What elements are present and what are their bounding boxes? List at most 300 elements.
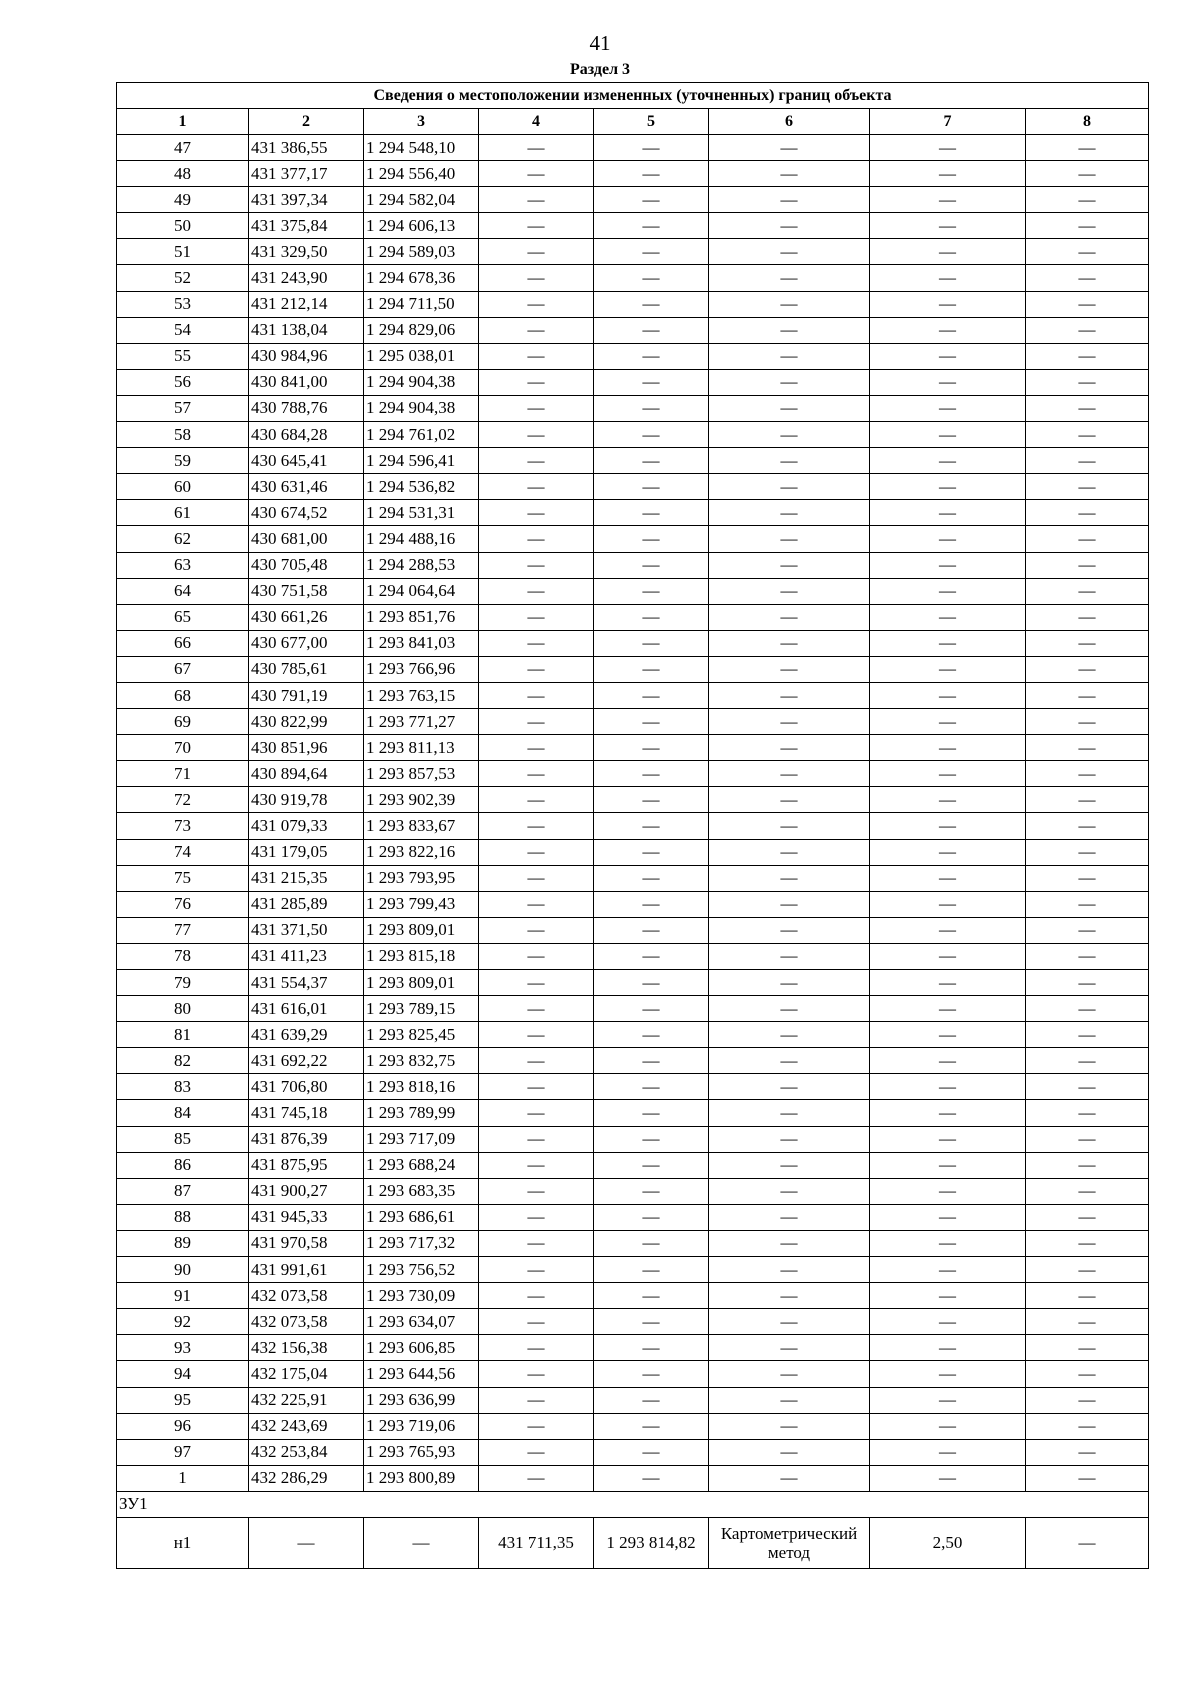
table-cell-col-8: — [1026,1074,1149,1100]
table-cell-col-5: — [594,656,709,682]
table-cell-col-4: — [479,187,594,213]
table-cell-col-8: — [1026,1100,1149,1126]
table-cell-col-8: — [1026,422,1149,448]
table-cell-col-7: — [870,1361,1026,1387]
table-cell-col-2: 430 851,96 [249,735,364,761]
table-cell-col-5: — [594,448,709,474]
table-cell-col-4: — [479,317,594,343]
table-cell-col-1: 82 [117,1048,249,1074]
table-cell-col-5: 1 293 814,82 [594,1517,709,1568]
table-cell-col-7: — [870,970,1026,996]
table-cell-col-1: 62 [117,526,249,552]
table-cell-col-4: — [479,656,594,682]
table-cell-col-7: — [870,500,1026,526]
table-cell-col-7: — [870,1413,1026,1439]
table-cell-col-5: — [594,343,709,369]
table-cell-col-3: 1 294 536,82 [364,474,479,500]
table-cell-col-1: 77 [117,917,249,943]
table-cell-col-4: — [479,161,594,187]
table-cell-col-8: — [1026,996,1149,1022]
table-cell-col-8: — [1026,917,1149,943]
table-cell-col-8: — [1026,1178,1149,1204]
table-cell-col-3: 1 293 606,85 [364,1335,479,1361]
table-cell-col-4: — [479,1361,594,1387]
table-cell-col-6: — [709,291,870,317]
table-cell-col-2: 431 876,39 [249,1126,364,1152]
table-cell-col-2: 430 684,28 [249,422,364,448]
table-cell-col-1: 78 [117,943,249,969]
table-cell-col-3: 1 293 756,52 [364,1257,479,1283]
table-cell-col-6: — [709,1361,870,1387]
table-cell-col-4: — [479,1022,594,1048]
table-cell-col-2: 432 156,38 [249,1335,364,1361]
table-cell-col-6: — [709,1126,870,1152]
table-cell-col-5: — [594,996,709,1022]
boundary-coordinates-table [116,82,1149,1569]
table-row [117,709,1149,735]
table-cell-col-4: — [479,422,594,448]
table-cell-col-1: 60 [117,474,249,500]
table-cell-col-2: 431 243,90 [249,265,364,291]
table-cell-col-8: — [1026,630,1149,656]
table-row [117,1074,1149,1100]
table-cell-col-7: — [870,1022,1026,1048]
column-number-row [117,109,1149,135]
table-cell-col-1: 85 [117,1126,249,1152]
table-cell-col-4: — [479,787,594,813]
table-cell-col-2: 430 705,48 [249,552,364,578]
table-cell-col-1: 87 [117,1178,249,1204]
table-cell-col-2: 431 554,37 [249,970,364,996]
table-cell-col-1: 88 [117,1204,249,1230]
table-row [117,787,1149,813]
table-cell-col-5: — [594,1387,709,1413]
table-cell-col-1: 79 [117,970,249,996]
table-cell-col-4: — [479,891,594,917]
table-cell-col-4: — [479,943,594,969]
table-row [117,1439,1149,1465]
table-cell-col-8: — [1026,839,1149,865]
table-row [117,578,1149,604]
table-cell-col-3: 1 293 730,09 [364,1283,479,1309]
table-cell-col-3: 1 295 038,01 [364,343,479,369]
table-cell-col-3: 1 293 644,56 [364,1361,479,1387]
table-cell-col-1: 81 [117,1022,249,1048]
table-cell-col-3: — [364,1517,479,1568]
table-cell-col-5: — [594,839,709,865]
table-cell-col-7: — [870,865,1026,891]
table-cell-col-3: 1 293 686,61 [364,1204,479,1230]
table-cell-col-8: — [1026,161,1149,187]
table-cell-col-2: 430 661,26 [249,604,364,630]
table-cell-col-8: — [1026,213,1149,239]
table-cell-col-1: 83 [117,1074,249,1100]
table-cell-col-1: 48 [117,161,249,187]
table-cell-col-5: — [594,1257,709,1283]
table-cell-col-4: — [479,630,594,656]
table-row [117,865,1149,891]
table-cell-col-2: 430 751,58 [249,578,364,604]
table-cell-col-2: 431 329,50 [249,239,364,265]
table-row [117,630,1149,656]
table-cell-col-2: 431 371,50 [249,917,364,943]
table-cell-col-6: — [709,813,870,839]
table-cell-col-3: 1 293 719,06 [364,1413,479,1439]
table-cell-col-2: 431 900,27 [249,1178,364,1204]
table-cell-col-4: — [479,1074,594,1100]
table-row [117,1100,1149,1126]
table-cell-col-4: — [479,1439,594,1465]
table-row [117,161,1149,187]
table-cell-col-7: — [870,735,1026,761]
table-row [117,1257,1149,1283]
table-cell-col-4: — [479,1387,594,1413]
table-cell-col-4: — [479,761,594,787]
table-row [117,735,1149,761]
table-cell-col-3: 1 293 809,01 [364,917,479,943]
table-cell-col-5: — [594,369,709,395]
table-cell-col-2: 430 788,76 [249,395,364,421]
table-cell-col-6: — [709,709,870,735]
table-cell-col-6: — [709,1465,870,1491]
table-cell-col-3: 1 293 717,32 [364,1230,479,1256]
table-cell-col-3: 1 294 548,10 [364,135,479,161]
table-cell-col-4: — [479,448,594,474]
table-cell-col-1: 61 [117,500,249,526]
table-cell-col-4: — [479,709,594,735]
table-cell-col-5: — [594,630,709,656]
table-cell-col-1: 70 [117,735,249,761]
table-row [117,943,1149,969]
table-cell-col-5: — [594,422,709,448]
table-cell-col-3: 1 294 582,04 [364,187,479,213]
table-cell-col-8: — [1026,239,1149,265]
table-cell-col-3: 1 293 815,18 [364,943,479,969]
table-cell-col-3: 1 294 761,02 [364,422,479,448]
table-cell-col-5: — [594,578,709,604]
table-cell-col-3: 1 294 288,53 [364,552,479,578]
table-cell-col-6: — [709,265,870,291]
table-cell-col-5: — [594,787,709,813]
table-cell-col-7: — [870,161,1026,187]
table-cell-col-1: 47 [117,135,249,161]
table-cell-col-3: 1 293 902,39 [364,787,479,813]
table-cell-col-7: — [870,682,1026,708]
table-cell-col-8: — [1026,1204,1149,1230]
table-row [117,761,1149,787]
table-cell-col-8: — [1026,1439,1149,1465]
table-cell-col-5: — [594,1022,709,1048]
table-cell-col-2: 432 253,84 [249,1439,364,1465]
table-cell-col-4: — [479,917,594,943]
table-cell-col-8: — [1026,474,1149,500]
table-cell-col-8: — [1026,656,1149,682]
table-cell-col-8: — [1026,709,1149,735]
table-cell-col-1: н1 [117,1517,249,1568]
table-cell-col-3: 1 294 829,06 [364,317,479,343]
table-cell-col-8: — [1026,1283,1149,1309]
table-cell-col-7: — [870,422,1026,448]
table-cell-col-2: 430 645,41 [249,448,364,474]
table-cell-col-1: 91 [117,1283,249,1309]
table-cell-col-5: — [594,135,709,161]
table-cell-col-8: — [1026,1230,1149,1256]
table-cell-col-4: — [479,1283,594,1309]
table-cell-col-5: — [594,1152,709,1178]
table-cell-col-7: — [870,1257,1026,1283]
table-cell-col-7: — [870,761,1026,787]
table-cell-col-6: — [709,630,870,656]
table-cell-col-2: — [249,1517,364,1568]
table-cell-col-6: — [709,1022,870,1048]
table-cell-col-1: 53 [117,291,249,317]
table-cell-col-1: 51 [117,239,249,265]
table-cell-col-3: 1 294 589,03 [364,239,479,265]
table-cell-col-7: — [870,1283,1026,1309]
table-cell-col-5: — [594,1439,709,1465]
table-cell-col-6: — [709,761,870,787]
table-row [117,839,1149,865]
table-row [117,1283,1149,1309]
table-cell-col-2: 431 639,29 [249,1022,364,1048]
table-cell-col-1: 74 [117,839,249,865]
table-cell-col-8: — [1026,1048,1149,1074]
table-cell-col-1: 65 [117,604,249,630]
table-cell-col-7: — [870,239,1026,265]
table-cell-col-5: — [594,1413,709,1439]
table-cell-col-4: — [479,291,594,317]
table-row [117,996,1149,1022]
table-cell-col-7: — [870,265,1026,291]
table-cell-col-7: — [870,1309,1026,1335]
table-cell-col-1: 84 [117,1100,249,1126]
table-cell-col-7: — [870,448,1026,474]
table-cell-col-5: — [594,395,709,421]
table-cell-col-5: — [594,1048,709,1074]
table-cell-col-6: — [709,1178,870,1204]
table-cell-col-7: — [870,630,1026,656]
table-cell-col-1: 89 [117,1230,249,1256]
table-cell-col-2: 431 138,04 [249,317,364,343]
table-cell-col-5: — [594,1100,709,1126]
table-cell-col-1: 68 [117,682,249,708]
table-cell-col-1: 90 [117,1257,249,1283]
table-cell-col-3: 1 293 634,07 [364,1309,479,1335]
table-cell-col-5: — [594,604,709,630]
table-cell-col-6: — [709,526,870,552]
table-cell-col-7: — [870,1152,1026,1178]
table-cell-col-2: 430 681,00 [249,526,364,552]
table-cell-col-3: 1 294 904,38 [364,369,479,395]
table-cell-col-2: 432 243,69 [249,1413,364,1439]
table-cell-col-6: — [709,1048,870,1074]
table-cell-col-5: — [594,474,709,500]
table-cell-col-4: — [479,735,594,761]
table-cell-col-3: 1 293 789,15 [364,996,479,1022]
table-cell-col-4: — [479,682,594,708]
table-cell-col-2: 431 970,58 [249,1230,364,1256]
table-cell-col-2: 431 386,55 [249,135,364,161]
table-cell-col-5: — [594,865,709,891]
table-cell-col-6: — [709,1413,870,1439]
table-cell-col-5: — [594,291,709,317]
table-cell-col-1: 49 [117,187,249,213]
table-cell-col-4: — [479,578,594,604]
table-cell-col-7: — [870,1204,1026,1230]
table-cell-col-6: — [709,943,870,969]
table-cell-col-8: — [1026,395,1149,421]
table-cell-col-3: 1 293 688,24 [364,1152,479,1178]
table-cell-col-1: 72 [117,787,249,813]
table-row [117,1022,1149,1048]
table-cell-col-3: 1 293 832,75 [364,1048,479,1074]
table-cell-col-8: — [1026,735,1149,761]
table-cell-col-3: 1 293 763,15 [364,682,479,708]
table-cell-col-1: 67 [117,656,249,682]
table-cell-col-8: — [1026,1022,1149,1048]
table-cell-col-3: 1 294 488,16 [364,526,479,552]
table-cell-col-5: — [594,682,709,708]
table-cell-col-2: 432 286,29 [249,1465,364,1491]
table-cell-col-2: 430 785,61 [249,656,364,682]
table-cell-col-1: 73 [117,813,249,839]
table-cell-col-7: — [870,343,1026,369]
table-cell-col-8: — [1026,343,1149,369]
table-cell-col-7: — [870,1230,1026,1256]
table-row [117,1126,1149,1152]
table-cell-col-1: 55 [117,343,249,369]
table-cell-col-2: 431 377,17 [249,161,364,187]
table-cell-col-5: — [594,317,709,343]
table-cell-col-2: 432 225,91 [249,1387,364,1413]
table-cell-col-8: — [1026,1413,1149,1439]
table-row [117,813,1149,839]
table-cell-col-1: 63 [117,552,249,578]
table-cell-col-2: 431 079,33 [249,813,364,839]
table-cell-col-2: 431 411,23 [249,943,364,969]
table-cell-col-1: 93 [117,1335,249,1361]
table-cell-col-2: 431 215,35 [249,865,364,891]
table-cell-col-4: — [479,996,594,1022]
table-cell-col-2: 431 616,01 [249,996,364,1022]
column-number-5: 5 [594,109,709,135]
table-cell-col-7: — [870,317,1026,343]
table-cell-col-6: — [709,604,870,630]
table-cell-col-5: — [594,1074,709,1100]
table-cell-col-8: — [1026,1465,1149,1491]
table-cell-col-8: — [1026,1152,1149,1178]
table-cell-col-4: — [479,1126,594,1152]
table-cell-col-1: 92 [117,1309,249,1335]
table-cell-col-5: — [594,213,709,239]
table-cell-col-2: 430 984,96 [249,343,364,369]
table-cell-col-3: 1 294 711,50 [364,291,479,317]
table-cell-col-6: — [709,682,870,708]
table-cell-col-7: — [870,943,1026,969]
table-cell-col-3: 1 293 851,76 [364,604,479,630]
table-row [117,187,1149,213]
table-cell-col-8: — [1026,813,1149,839]
table-row [117,343,1149,369]
column-number-2: 2 [249,109,364,135]
table-cell-col-6: — [709,917,870,943]
table-cell-col-8: — [1026,1387,1149,1413]
table-cell-col-5: — [594,265,709,291]
table-cell-col-8: — [1026,291,1149,317]
table-cell-col-1: 95 [117,1387,249,1413]
table-cell-col-5: — [594,813,709,839]
table-row [117,1361,1149,1387]
table-cell-col-3: 1 293 765,93 [364,1439,479,1465]
table-row [117,291,1149,317]
table-cell-col-1: 94 [117,1361,249,1387]
table-cell-col-5: — [594,1361,709,1387]
table-cell-col-2: 430 919,78 [249,787,364,813]
table-cell-col-5: — [594,1335,709,1361]
table-cell-col-7: — [870,813,1026,839]
table-cell-col-6: — [709,369,870,395]
table-cell-col-4: — [479,1309,594,1335]
table-cell-col-8: — [1026,578,1149,604]
table-cell-col-3: 1 294 556,40 [364,161,479,187]
table-cell-col-2: 431 706,80 [249,1074,364,1100]
table-cell-col-6: — [709,187,870,213]
table-cell-col-2: 432 175,04 [249,1361,364,1387]
table-row [117,970,1149,996]
table-cell-col-6: — [709,1152,870,1178]
table-cell-col-4: — [479,265,594,291]
table-cell-col-5: — [594,1126,709,1152]
table-cell-col-1: 52 [117,265,249,291]
table-cell-col-7: — [870,656,1026,682]
table-cell-col-2: 431 945,33 [249,1204,364,1230]
table-body [117,135,1149,1569]
table-cell-col-8: — [1026,135,1149,161]
table-cell-col-1: 58 [117,422,249,448]
table-cell-col-3: 1 293 809,01 [364,970,479,996]
table-row [117,656,1149,682]
section-title: Раздел 3 [569,61,631,78]
table-cell-col-6: — [709,1230,870,1256]
table-row [117,422,1149,448]
table-cell-col-4: — [479,552,594,578]
table-cell-col-7: 2,50 [870,1517,1026,1568]
table-cell-col-3: 1 293 857,53 [364,761,479,787]
table-cell-col-4: — [479,395,594,421]
table-cell-col-6: — [709,996,870,1022]
table-cell-col-7: — [870,369,1026,395]
table-cell-col-2: 431 212,14 [249,291,364,317]
table-cell-col-7: — [870,709,1026,735]
table-cell-col-1: 56 [117,369,249,395]
table-row [117,917,1149,943]
table-cell-col-5: — [594,943,709,969]
table-cell-col-5: — [594,891,709,917]
table-cell-col-6: — [709,1283,870,1309]
table-row [117,1413,1149,1439]
table-cell-col-1: 54 [117,317,249,343]
table-cell-col-5: — [594,187,709,213]
table-row [117,604,1149,630]
table-cell-col-2: 431 692,22 [249,1048,364,1074]
table-cell-col-6: — [709,239,870,265]
table-row [117,239,1149,265]
table-cell-col-3: 1 293 636,99 [364,1387,479,1413]
table-cell-col-8: — [1026,552,1149,578]
table-cell-col-6: — [709,161,870,187]
table-cell-col-4: — [479,500,594,526]
table-cell-col-1: 59 [117,448,249,474]
